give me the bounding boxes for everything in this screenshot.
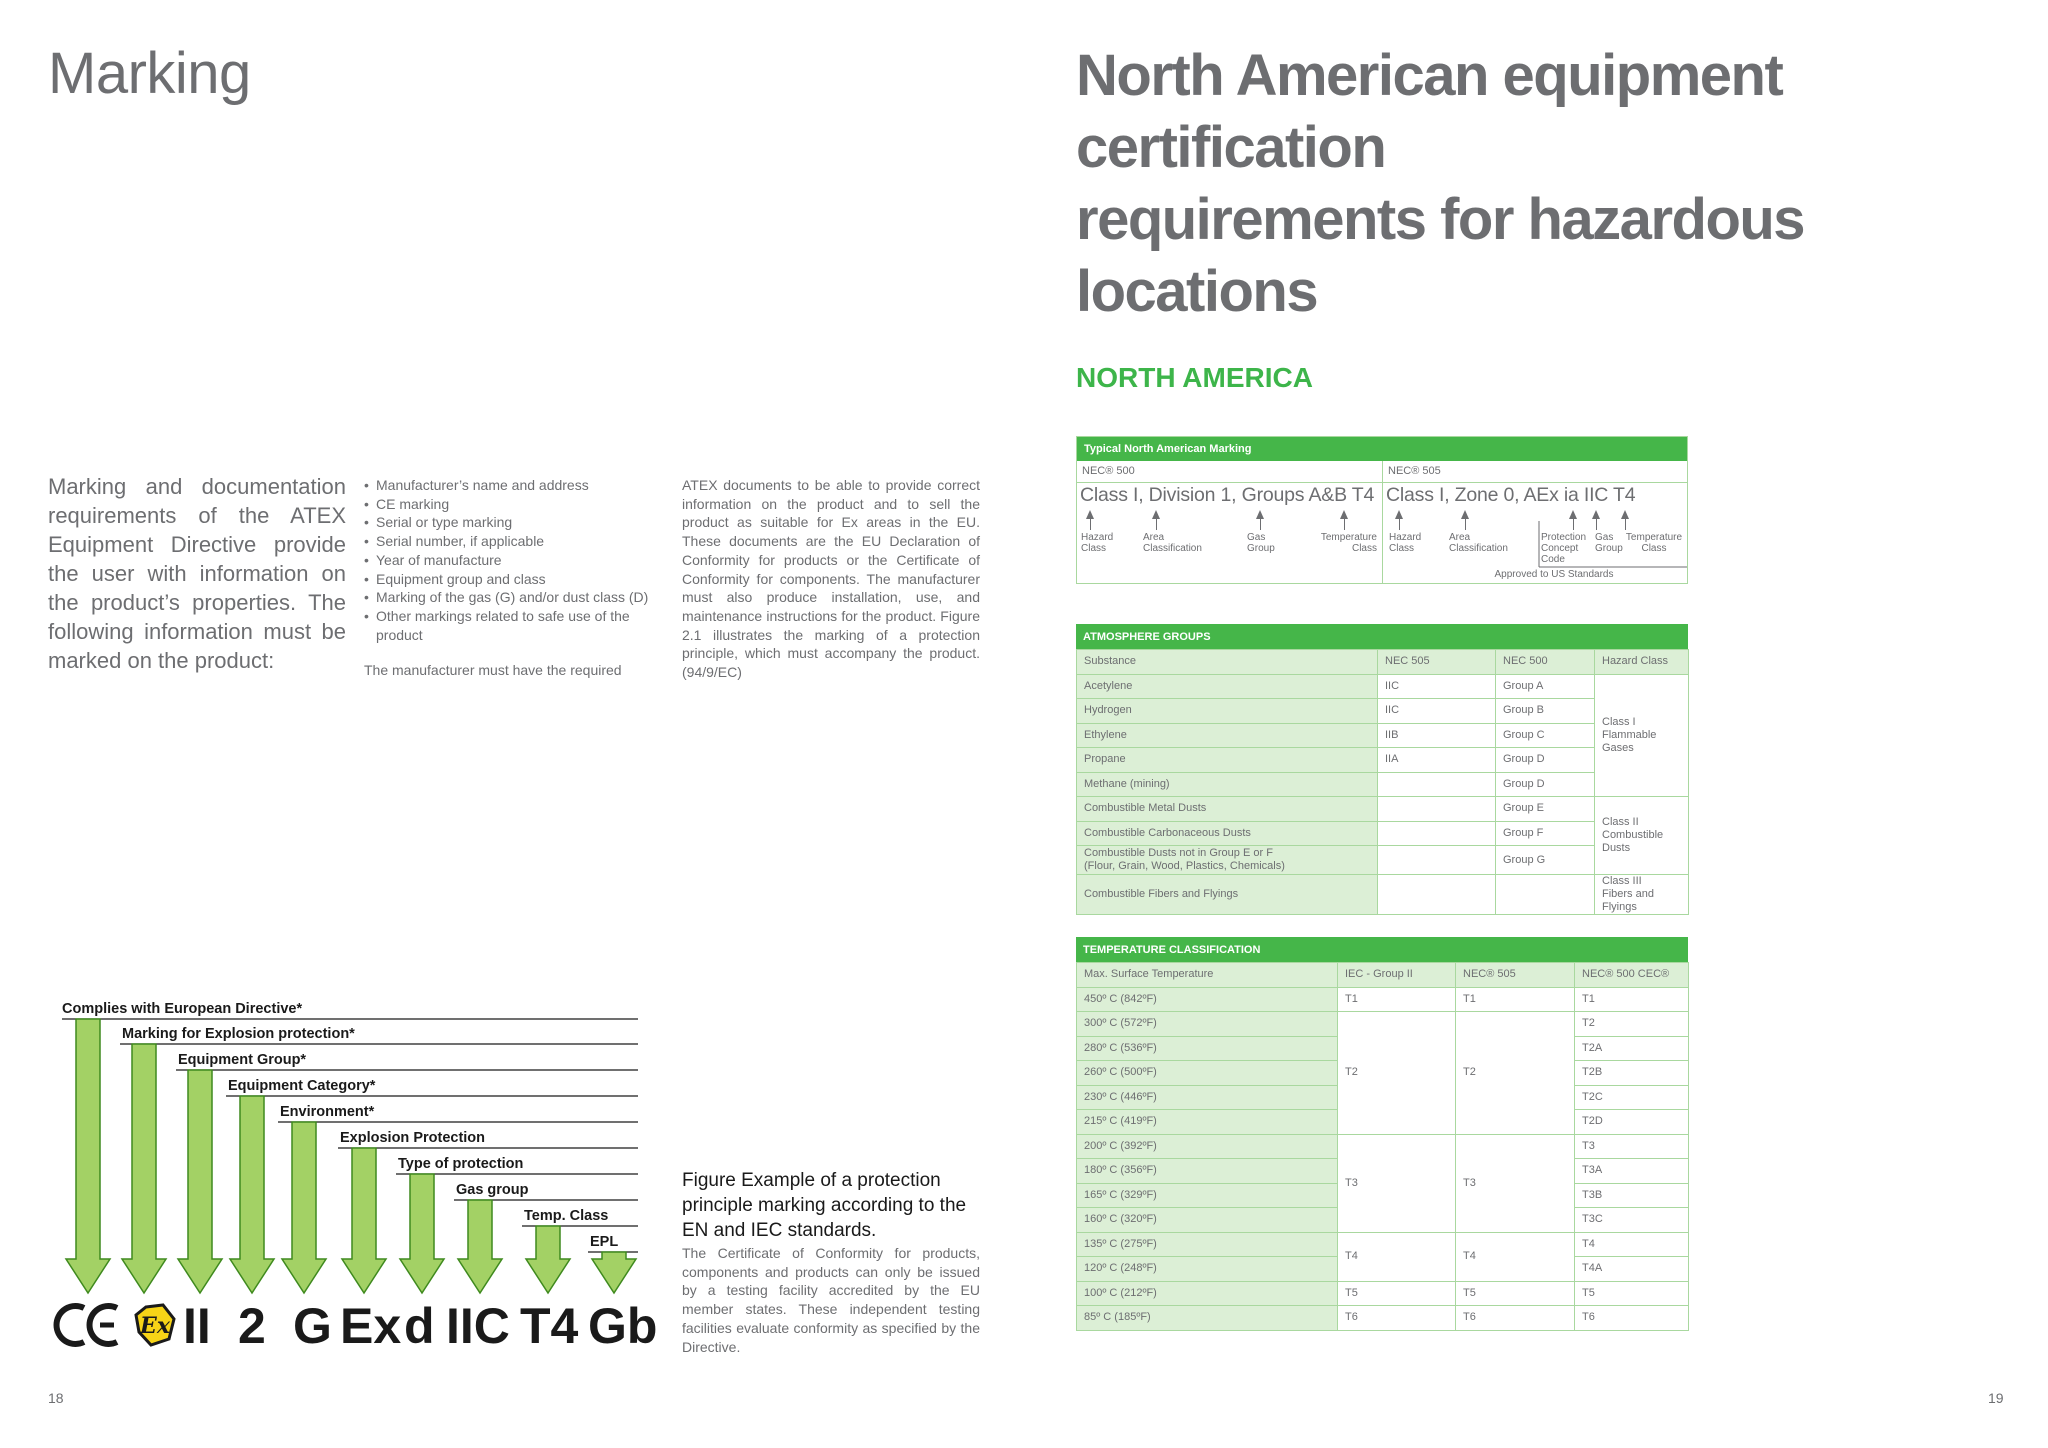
hazard-class-cell	[1595, 875, 1689, 915]
nec505-cell	[1378, 846, 1496, 875]
label-type-of-protection: Type of protection	[398, 1156, 524, 1172]
list-item: • Other markings related to safe use of the product	[364, 607, 664, 644]
code-explosion-protection: Ex	[340, 1298, 402, 1354]
temp-cell: 165º C (329ºF)	[1077, 1183, 1338, 1208]
nec500-cell: T3B	[1575, 1183, 1689, 1208]
table-header-row	[1077, 650, 1689, 675]
nec505-temp-class-label: Temperature Class	[1625, 532, 1683, 554]
nec505-hazard-class-label: Hazard Class	[1389, 532, 1422, 554]
label-temp-class: Temp. Class	[524, 1208, 609, 1224]
temp-cell: 300º C (572ºF)	[1077, 1012, 1338, 1037]
substance-cell: Combustible Metal Dusts	[1077, 797, 1378, 822]
intro-text: Marking and documentation requirements of the ATEX Equipment Directive provide the user with information on the product’s properties. The following information must be marked on the product:	[48, 474, 346, 673]
label-epl: EPL	[590, 1234, 619, 1250]
iec-cell: T4	[1338, 1232, 1456, 1281]
label-explosion-protection: Explosion Protection	[340, 1130, 486, 1146]
list-item: • Year of manufacture	[364, 551, 664, 570]
table-row	[1077, 1306, 1689, 1331]
nec500-cell: T3	[1575, 1134, 1689, 1159]
nec500-column	[1077, 461, 1383, 583]
temp-cell: 160º C (320ºF)	[1077, 1208, 1338, 1233]
nec500-cell: Group B	[1496, 699, 1595, 724]
page-number-right: 19	[1988, 1390, 2004, 1406]
list-item: • Marking of the gas (G) and/or dust class (D)	[364, 588, 664, 607]
title-line-1: North American equipment certification	[1076, 43, 1783, 180]
temp-cell: 260º C (500ºF)	[1077, 1061, 1338, 1086]
down-arrow-icon	[526, 1226, 570, 1293]
table-row	[1077, 1134, 1689, 1159]
nec500-cell: Group A	[1496, 674, 1595, 699]
nec500-area-class-label: Area Classification	[1143, 532, 1202, 554]
label-gas-group: Gas group	[456, 1182, 529, 1198]
atex-documents-text: ATEX documents to be able to provide correct information on the product and to sell the product as suitable for Ex areas in the EU. These documents are the EU Declaration of Conformity for products or the Certificate of Conformity for components. The manufacturer must also produce installation, use, and maintenance instructions for the product. Figure 2.1 illustrates the marking of a protection principle, which must accompany the product. (94/9/EC)	[682, 477, 980, 681]
table-row	[1077, 1232, 1689, 1257]
nec505-cell: IIB	[1378, 723, 1496, 748]
code-epl: Gb	[588, 1298, 658, 1354]
table-row	[1077, 1012, 1689, 1037]
substance-cell: Methane (mining)	[1077, 772, 1378, 797]
temp-cell: 135º C (275ºF)	[1077, 1232, 1338, 1257]
hazard-class-line: Flammable Gases	[1602, 728, 1657, 754]
nec500-cell: T2C	[1575, 1085, 1689, 1110]
temperature-classification-table	[1076, 962, 1689, 1331]
nec505-label: NEC® 505	[1383, 461, 1687, 483]
nec505-cell: T5	[1456, 1281, 1575, 1306]
nec505-cell: T6	[1456, 1306, 1575, 1331]
nec500-cell: T5	[1575, 1281, 1689, 1306]
temp-cell: 85º C (185ºF)	[1077, 1306, 1338, 1331]
header-iec: IEC - Group II	[1338, 963, 1456, 988]
nec505-cell: T4	[1456, 1232, 1575, 1281]
nec505-cell: IIC	[1378, 699, 1496, 724]
nec500-cell: Group D	[1496, 772, 1595, 797]
iec-cell: T2	[1338, 1012, 1456, 1135]
nec505-cell: IIA	[1378, 748, 1496, 773]
nec505-code: Class I, Zone 0, AEx ia IIC T4	[1386, 484, 1636, 506]
substance-cell: Ethylene	[1077, 723, 1378, 748]
nec505-protection-code-label: Protection Concept Code	[1541, 532, 1587, 565]
nec505-area-class-label: Area Classification	[1449, 532, 1508, 554]
page-title-right	[1076, 40, 2026, 328]
iec-cell: T6	[1338, 1306, 1456, 1331]
substance-cell: Propane	[1077, 748, 1378, 773]
ex-hexagon-icon	[136, 1305, 174, 1345]
header-max-temp: Max. Surface Temperature	[1077, 963, 1338, 988]
title-line-2: requirements for hazardous locations	[1076, 187, 1805, 324]
nec500-code: Class I, Division 1, Groups A&B T4	[1080, 484, 1375, 506]
code-environment: G	[293, 1298, 332, 1354]
list-item: • Equipment group and class	[364, 570, 664, 589]
nec505-column	[1383, 461, 1687, 583]
header-nec500: NEC 500	[1496, 650, 1595, 675]
arrow-up-icon	[1340, 510, 1350, 530]
header-nec500: NEC® 500 CEC®	[1575, 963, 1689, 988]
temp-cell: 200º C (392ºF)	[1077, 1134, 1338, 1159]
substance-cell: Combustible Fibers and Flyings	[1077, 875, 1378, 915]
hazard-class-line: Fibers and Flyings	[1602, 888, 1654, 913]
list-item: • Serial or type marking	[364, 513, 664, 532]
nec500-cell	[1496, 875, 1595, 915]
nec505-cell	[1378, 875, 1496, 915]
na-marking-box	[1076, 436, 1688, 584]
svg-text:Ex: Ex	[140, 1313, 170, 1339]
hazard-class-line: Class III	[1602, 875, 1642, 887]
nec500-hazard-class-label: Hazard Class	[1081, 532, 1114, 554]
hazard-class-line: Dusts	[1602, 842, 1631, 854]
arrow-up-icon	[1152, 510, 1162, 530]
down-arrow-icon	[282, 1122, 326, 1293]
nec500-cell: T3A	[1575, 1159, 1689, 1184]
temp-cell: 180º C (356ºF)	[1077, 1159, 1338, 1184]
required-markings-list	[364, 476, 664, 644]
nec505-gas-group-label: Gas Group	[1595, 532, 1623, 554]
nec505-cell	[1378, 821, 1496, 846]
nec500-cell: T2	[1575, 1012, 1689, 1037]
down-arrow-icon	[342, 1148, 386, 1293]
code-gas-group: IIC	[446, 1298, 510, 1354]
temp-cell: 100º C (212ºF)	[1077, 1281, 1338, 1306]
nec505-cell	[1378, 772, 1496, 797]
nec505-cell: T1	[1456, 987, 1575, 1012]
nec505-cell: IIC	[1378, 674, 1496, 699]
nec500-temp-class-label: Temperature Class	[1320, 532, 1377, 554]
nec505-cell: T2	[1456, 1012, 1575, 1135]
temp-cell: 230º C (446ºF)	[1077, 1085, 1338, 1110]
iec-cell: T5	[1338, 1281, 1456, 1306]
hazard-class-line: Class I	[1602, 715, 1636, 728]
table-row	[1077, 987, 1689, 1012]
label-european-directive: Complies with European Directive*	[62, 1001, 303, 1017]
atmosphere-groups-table	[1076, 649, 1689, 915]
table-row	[1077, 875, 1689, 915]
nec500-cell: T4A	[1575, 1257, 1689, 1282]
table-row	[1077, 674, 1689, 699]
ce-mark-icon	[57, 1306, 117, 1344]
temperature-classification-title: TEMPERATURE CLASSIFICATION	[1076, 937, 1688, 962]
nec500-cell: T2A	[1575, 1036, 1689, 1061]
table-header-row	[1077, 963, 1689, 988]
na-marking-title: Typical North American Marking	[1077, 437, 1687, 461]
nec500-cell: T3C	[1575, 1208, 1689, 1233]
certificate-text: The Certificate of Conformity for products, components and products can only be issued by a testing facility accredited by the EU member states. These independent testing facilities evaluate conformity as specified by the Directive.	[682, 1245, 980, 1355]
nec500-cell: T1	[1575, 987, 1689, 1012]
label-environment: Environment*	[280, 1104, 375, 1120]
nec505-cell: T3	[1456, 1134, 1575, 1232]
substance-cell: Combustible Carbonaceous Dusts	[1077, 821, 1378, 846]
nec500-cell: Group D	[1496, 748, 1595, 773]
header-nec505: NEC 505	[1378, 650, 1496, 675]
nec500-cell: T6	[1575, 1306, 1689, 1331]
nec500-cell: Group G	[1496, 846, 1595, 875]
nec500-cell: T2D	[1575, 1110, 1689, 1135]
iec-cell: T3	[1338, 1134, 1456, 1232]
code-temp-class: T4	[520, 1298, 579, 1354]
list-item: • CE marking	[364, 495, 664, 514]
arrow-up-icon	[1256, 510, 1266, 530]
arrow-up-icon	[1086, 510, 1096, 530]
substance-name: Combustible Dusts not in Group E or F	[1084, 847, 1273, 859]
code-equipment-category: 2	[238, 1298, 266, 1354]
nec500-gas-group-label: Gas Group	[1247, 532, 1275, 554]
substance-cell	[1077, 846, 1378, 875]
region-heading: NORTH AMERICA	[1076, 362, 1313, 393]
approved-bracket	[1383, 461, 1687, 583]
nec505-cell	[1378, 797, 1496, 822]
page-title-left: Marking	[48, 41, 251, 106]
label-explosion-marking: Marking for Explosion protection*	[122, 1026, 355, 1042]
header-hazard-class: Hazard Class	[1595, 650, 1689, 675]
nec500-cell: Group C	[1496, 723, 1595, 748]
marking-diagram	[48, 985, 668, 1365]
substance-cell: Hydrogen	[1077, 699, 1378, 724]
down-arrow-icon	[592, 1252, 636, 1293]
hazard-class-line: Combustible	[1602, 829, 1664, 841]
nec500-cell: T2B	[1575, 1061, 1689, 1086]
page-number-left: 18	[48, 1390, 64, 1406]
substance-cell: Acetylene	[1077, 674, 1378, 699]
nec500-cell: Group F	[1496, 821, 1595, 846]
approved-us-standards: Approved to US Standards	[1494, 569, 1614, 580]
table-row	[1077, 797, 1689, 822]
label-equipment-category: Equipment Category*	[228, 1078, 376, 1094]
nec500-cell: Group E	[1496, 797, 1595, 822]
header-substance: Substance	[1077, 650, 1378, 675]
hazard-class-line: Class II	[1602, 816, 1639, 828]
list-item: • Manufacturer’s name and address	[364, 476, 664, 495]
figure-caption: Figure Example of a protection principle marking according to the EN and IEC standards.	[682, 1170, 967, 1241]
diagram-arrows	[66, 1019, 636, 1293]
code-equipment-group: II	[183, 1298, 211, 1354]
nec500-label: NEC® 500	[1077, 461, 1382, 483]
hazard-class-cell	[1595, 674, 1689, 797]
list-item: • Serial number, if applicable	[364, 532, 664, 551]
temp-cell: 450º C (842ºF)	[1077, 987, 1338, 1012]
label-equipment-group: Equipment Group*	[178, 1052, 307, 1068]
down-arrow-icon	[178, 1070, 222, 1293]
table-row	[1077, 1281, 1689, 1306]
iec-cell: T1	[1338, 987, 1456, 1012]
down-arrow-icon	[400, 1174, 444, 1293]
code-type-of-protection: d	[404, 1298, 435, 1354]
manufacturer-text: The manufacturer must have the required	[364, 662, 622, 678]
nec500-cell: T4	[1575, 1232, 1689, 1257]
substance-note: (Flour, Grain, Wood, Plastics, Chemicals)	[1084, 860, 1285, 872]
temp-cell: 280º C (536ºF)	[1077, 1036, 1338, 1061]
atmosphere-groups-title: ATMOSPHERE GROUPS	[1076, 624, 1688, 649]
temp-cell: 120º C (248ºF)	[1077, 1257, 1338, 1282]
down-arrow-icon	[122, 1044, 166, 1293]
down-arrow-icon	[66, 1019, 110, 1293]
temp-cell: 215º C (419ºF)	[1077, 1110, 1338, 1135]
down-arrow-icon	[230, 1096, 274, 1293]
header-nec505: NEC® 505	[1456, 963, 1575, 988]
hazard-class-cell	[1595, 797, 1689, 875]
down-arrow-icon	[458, 1200, 502, 1293]
